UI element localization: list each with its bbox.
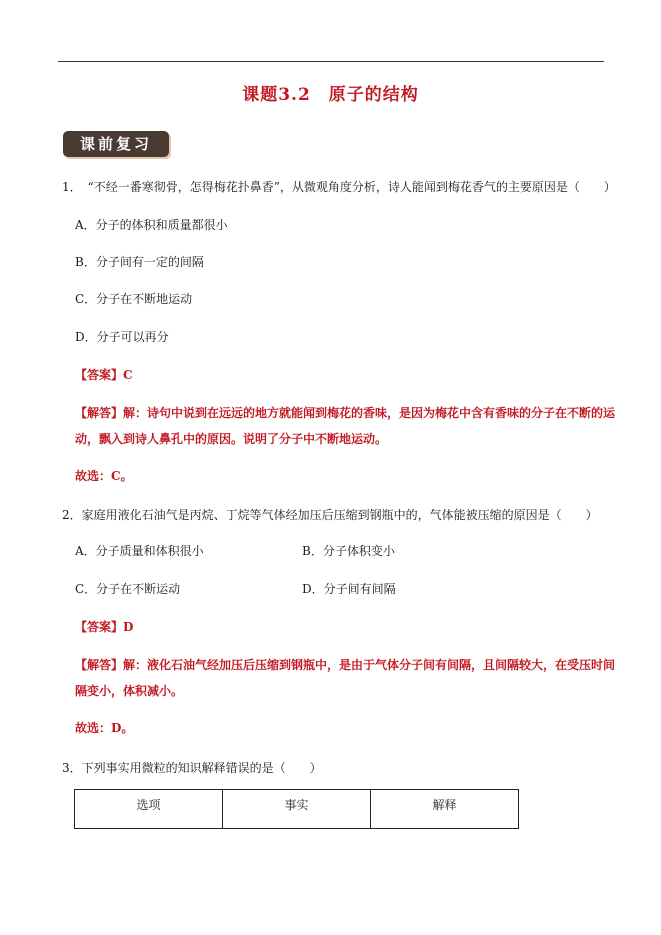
q1-answer bbox=[75, 367, 133, 383]
header-rule bbox=[58, 61, 604, 62]
q1-analysis-line-1 bbox=[75, 405, 615, 421]
q3-stem: 3．下列事实用微粒的知识解释错误的是（ ） bbox=[62, 761, 322, 775]
q2-option-b: B．分子体积变小 bbox=[302, 544, 395, 558]
q1-analysis-text-1: 解：诗句中说到在远远的地方就能闻到梅花的香味，是因为梅花中含有香味的分子在不断的运 bbox=[123, 406, 616, 420]
q1-answer-value: C bbox=[123, 368, 133, 382]
q2-analysis-line-2: 隔变小，体积减小。 bbox=[75, 684, 184, 698]
table-row bbox=[75, 790, 519, 829]
q2-stem: 2．家庭用液化石油气是丙烷、丁烷等气体经加压后压缩到钢瓶中的，气体能被压缩的原因是（ ） bbox=[62, 508, 598, 522]
q2-analysis-line-1 bbox=[75, 657, 615, 673]
q1-analysis-line-2: 动，飘入到诗人鼻孔中的原因。说明了分子中不断地运动。 bbox=[75, 432, 388, 446]
section-badge: 课前复习 bbox=[63, 131, 169, 157]
table-header-explanation: 解释 bbox=[371, 790, 519, 829]
q2-answer-value: D bbox=[123, 620, 134, 634]
page-title: 课题3.2 原子的结构 bbox=[242, 85, 419, 105]
q2-option-a: A．分子质量和体积很小 bbox=[75, 544, 204, 558]
q2-option-d: D．分子间有间隔 bbox=[302, 582, 396, 596]
table-header-option: 选项 bbox=[75, 790, 223, 829]
q3-options-table bbox=[74, 789, 519, 829]
q1-stem: 1． “不经一番寒彻骨，怎得梅花扑鼻香”，从微观角度分析，诗人能闻到梅花香气的主要原因是（ ） bbox=[62, 180, 616, 194]
q1-choice: 故选：C。 bbox=[75, 469, 133, 483]
q1-option-a: A．分子的体积和质量都很小 bbox=[75, 218, 228, 232]
q2-choice: 故选：D。 bbox=[75, 721, 134, 735]
q1-answer-label: 【答案】 bbox=[75, 368, 124, 382]
q2-answer bbox=[75, 619, 133, 635]
q1-option-b: B．分子间有一定的间隔 bbox=[75, 255, 204, 269]
q1-analysis-label: 【解答】 bbox=[75, 406, 124, 420]
q2-analysis-text-1: 解：液化石油气经加压后压缩到钢瓶中，是由于气体分子间有间隔，且间隔较大，在受压时间 bbox=[123, 658, 616, 672]
q1-option-d: D．分子可以再分 bbox=[75, 330, 169, 344]
q2-answer-label: 【答案】 bbox=[75, 620, 124, 634]
q2-option-c: C．分子在不断运动 bbox=[75, 582, 181, 596]
q2-analysis-label: 【解答】 bbox=[75, 658, 124, 672]
q1-option-c: C．分子在不断地运动 bbox=[75, 292, 193, 306]
table-header-fact: 事实 bbox=[223, 790, 371, 829]
